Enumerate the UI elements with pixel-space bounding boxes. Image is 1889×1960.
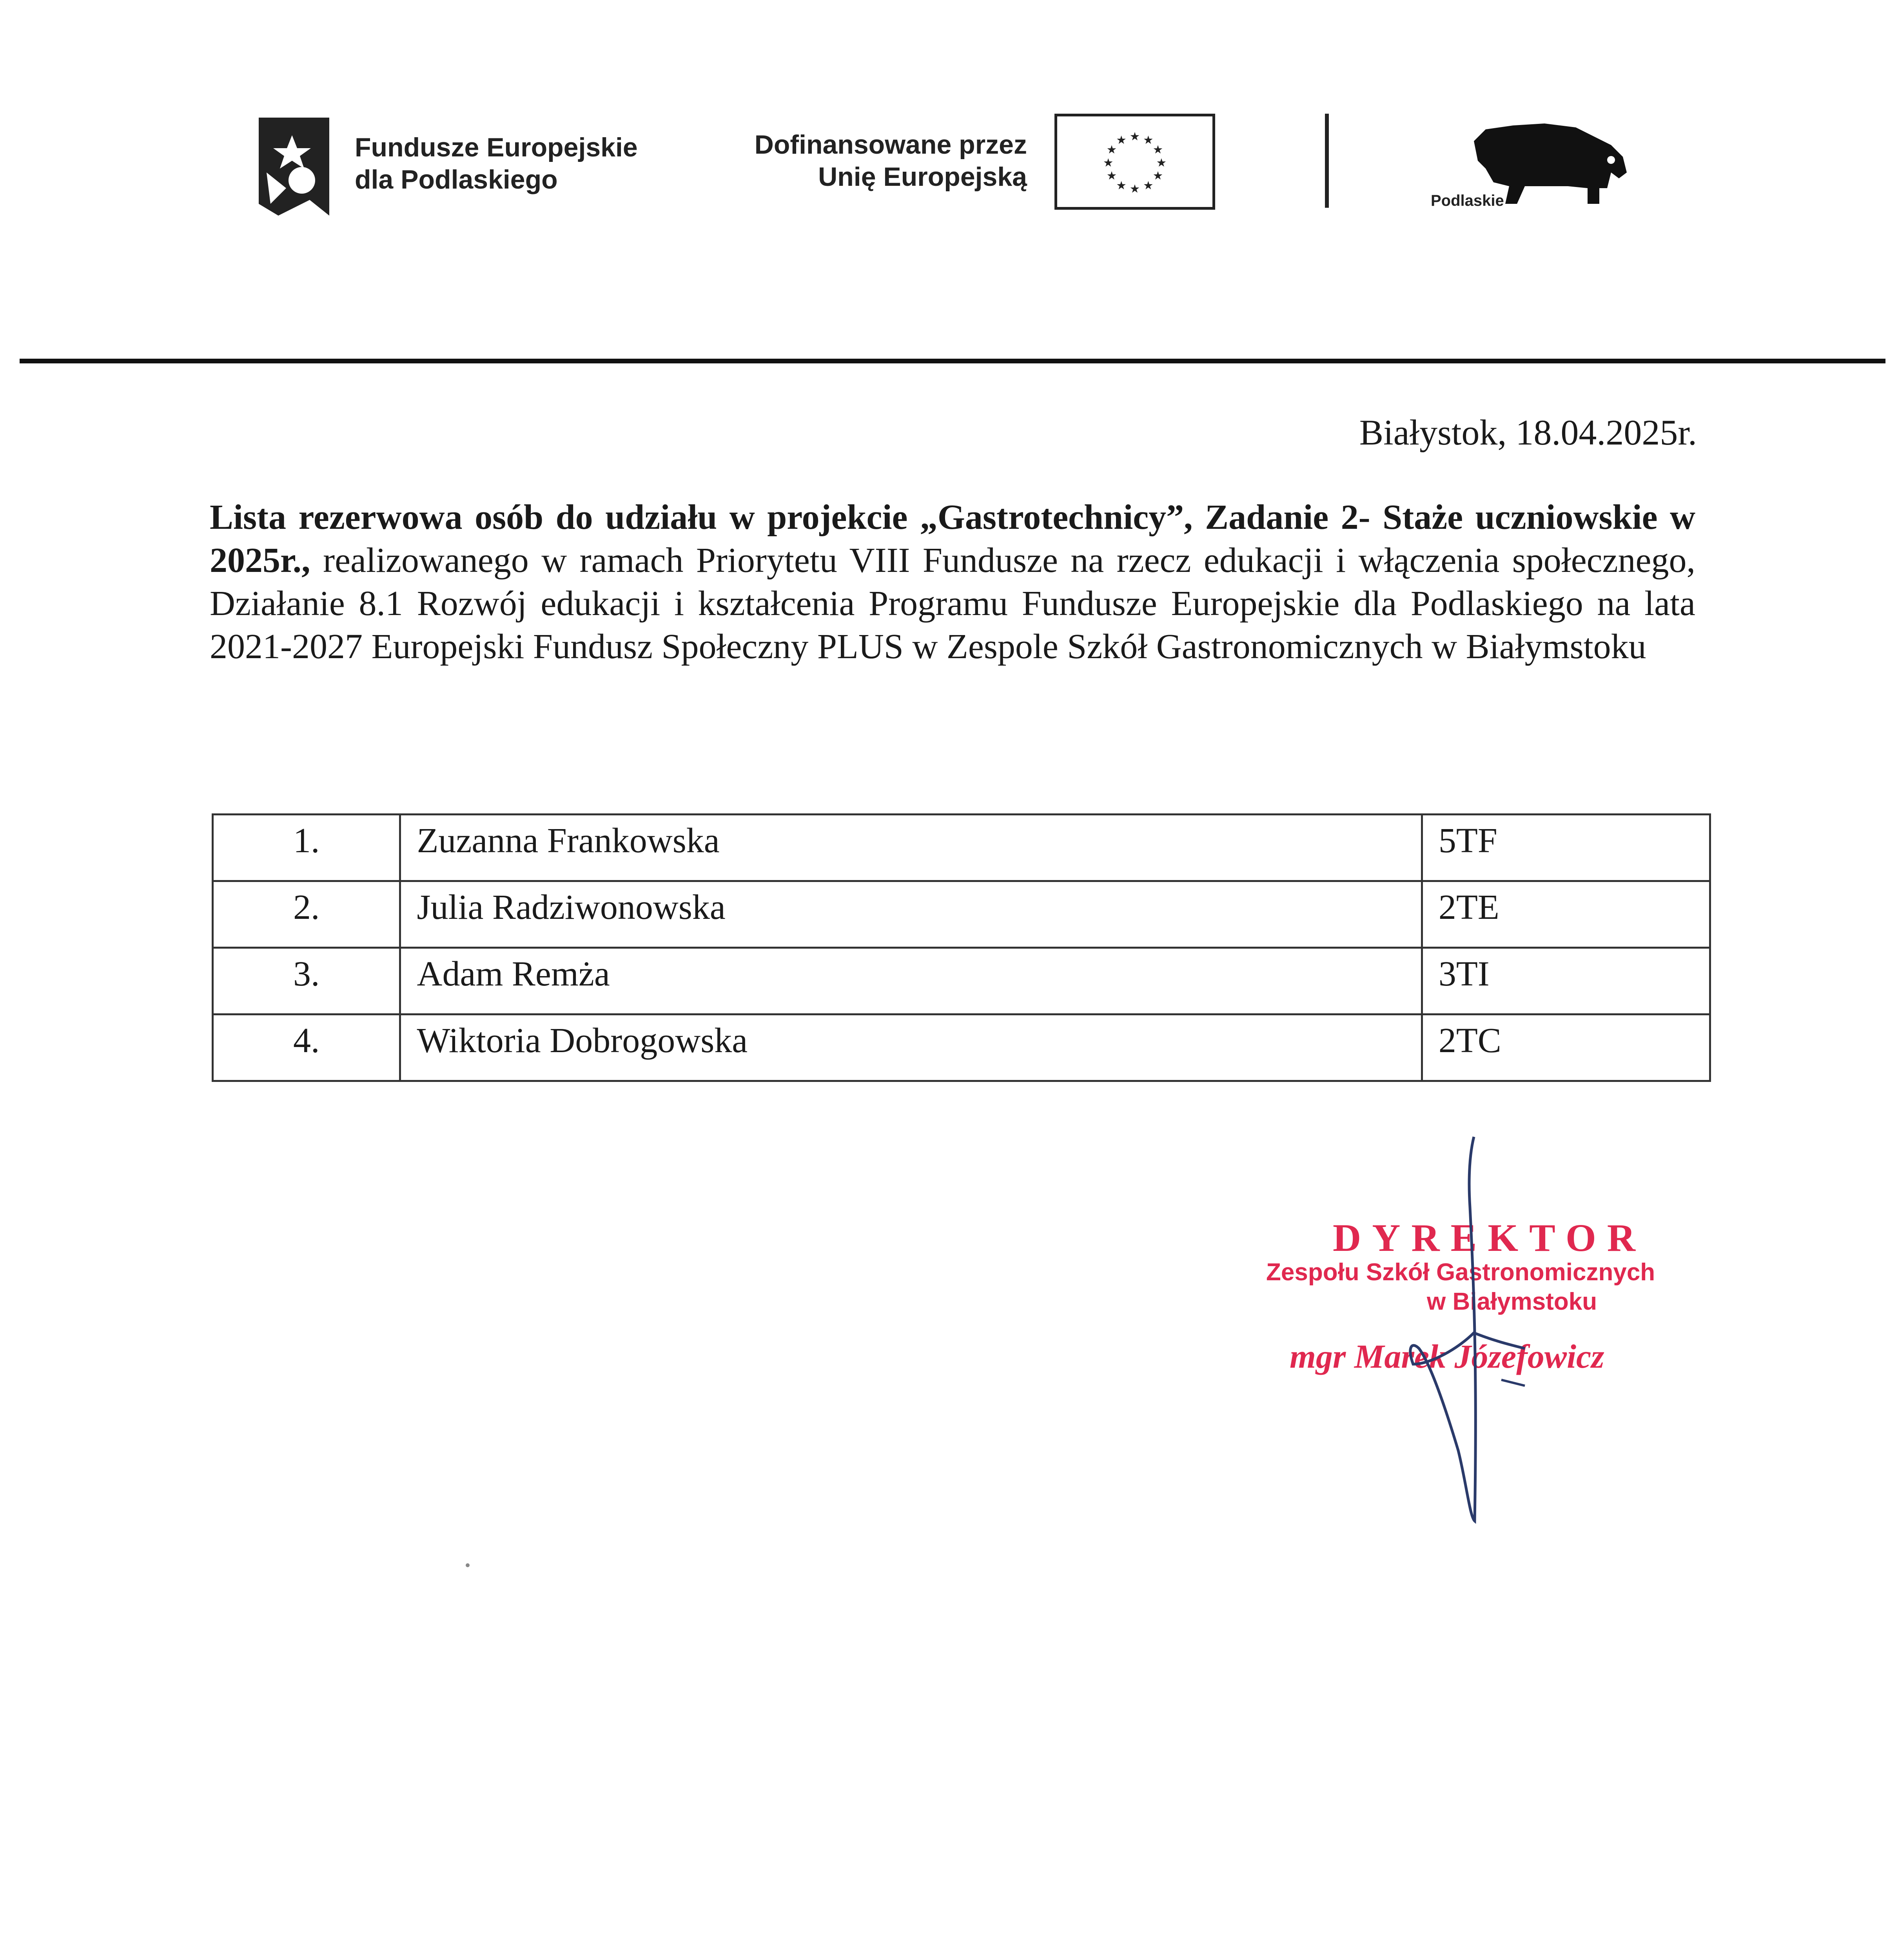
svg-text:★: ★ — [1156, 156, 1167, 169]
row-number: 3. — [213, 948, 400, 1014]
person-name: Adam Remża — [400, 948, 1422, 1014]
stamp-signatory: mgr Marek Józefowicz — [1290, 1338, 1604, 1375]
place-date: Białystok, 18.04.2025r. — [1359, 412, 1697, 452]
header-divider — [20, 359, 1885, 363]
table-row — [213, 815, 1710, 881]
eu-flag-icon — [1054, 114, 1215, 210]
svg-text:★: ★ — [1129, 182, 1140, 196]
table-row — [213, 948, 1710, 1014]
fe-logo-line1: Fundusze Europejskie — [355, 132, 638, 162]
svg-text:★: ★ — [1116, 133, 1127, 147]
svg-text:★: ★ — [1106, 143, 1117, 156]
svg-text:★: ★ — [1143, 178, 1154, 192]
logo-separator — [1325, 114, 1329, 208]
intro-bold: Lista rezerwowa osób do udziału w projekcie „Gastrotechnicy”, Zadanie 2- Staże uczniowskie w 2025r., — [210, 498, 1695, 580]
stamp-city: w Białymstoku — [1427, 1288, 1597, 1315]
row-number: 2. — [213, 881, 400, 948]
fe-logo-line2: dla Podlaskiego — [355, 165, 558, 194]
person-name: Wiktoria Dobrogowska — [400, 1014, 1422, 1081]
eu-line1: Dofinansowane przez — [754, 130, 1027, 160]
stamp-title: DYREKTOR — [1333, 1216, 1647, 1259]
svg-text:★: ★ — [1103, 156, 1114, 169]
eu-line2: Unię Europejską — [818, 162, 1027, 192]
reserve-list-table — [212, 813, 1711, 1082]
scan-speck — [466, 1563, 470, 1567]
podlaskie-label: Podlaskie — [1431, 192, 1504, 209]
fe-logo-text — [355, 131, 638, 196]
row-number: 4. — [213, 1014, 400, 1081]
person-name: Julia Radziwonowska — [400, 881, 1422, 948]
intro-paragraph — [210, 496, 1695, 668]
svg-text:★: ★ — [1143, 133, 1154, 147]
table-row — [213, 1014, 1710, 1081]
document-intro — [210, 496, 1695, 668]
svg-text:★: ★ — [1152, 143, 1163, 156]
class-code: 3TI — [1422, 948, 1710, 1014]
stamp-school-name: Zespołu Szkół Gastronomicznych — [1266, 1259, 1655, 1286]
table-row — [213, 881, 1710, 948]
svg-text:★: ★ — [1129, 129, 1140, 143]
svg-text:★: ★ — [1106, 169, 1117, 183]
svg-text:★: ★ — [1116, 178, 1127, 192]
class-code: 5TF — [1422, 815, 1710, 881]
class-code: 2TE — [1422, 881, 1710, 948]
class-code: 2TC — [1422, 1014, 1710, 1081]
fundusze-europejskie-logo-icon — [255, 114, 333, 220]
handwritten-signature-icon — [1329, 1129, 1642, 1529]
logo-bar — [0, 98, 1889, 231]
intro-rest: realizowanego w ramach Priorytetu VIII Fundusze na rzecz edukacji i włączenia społecznego, Działanie 8.1 Rozwój edukacji i kształcenia Programu Fundusze Europejskie dla Podlaskiego na lata 2021-2027 Europejski Fundusz Społeczny PLUS w Zespole Szkół Gastronomicznych w Białymstoku — [210, 541, 1695, 666]
person-name: Zuzanna Frankowska — [400, 815, 1422, 881]
svg-text:★: ★ — [1152, 169, 1163, 183]
row-number: 1. — [213, 815, 400, 881]
eu-funding-text — [721, 129, 1027, 193]
